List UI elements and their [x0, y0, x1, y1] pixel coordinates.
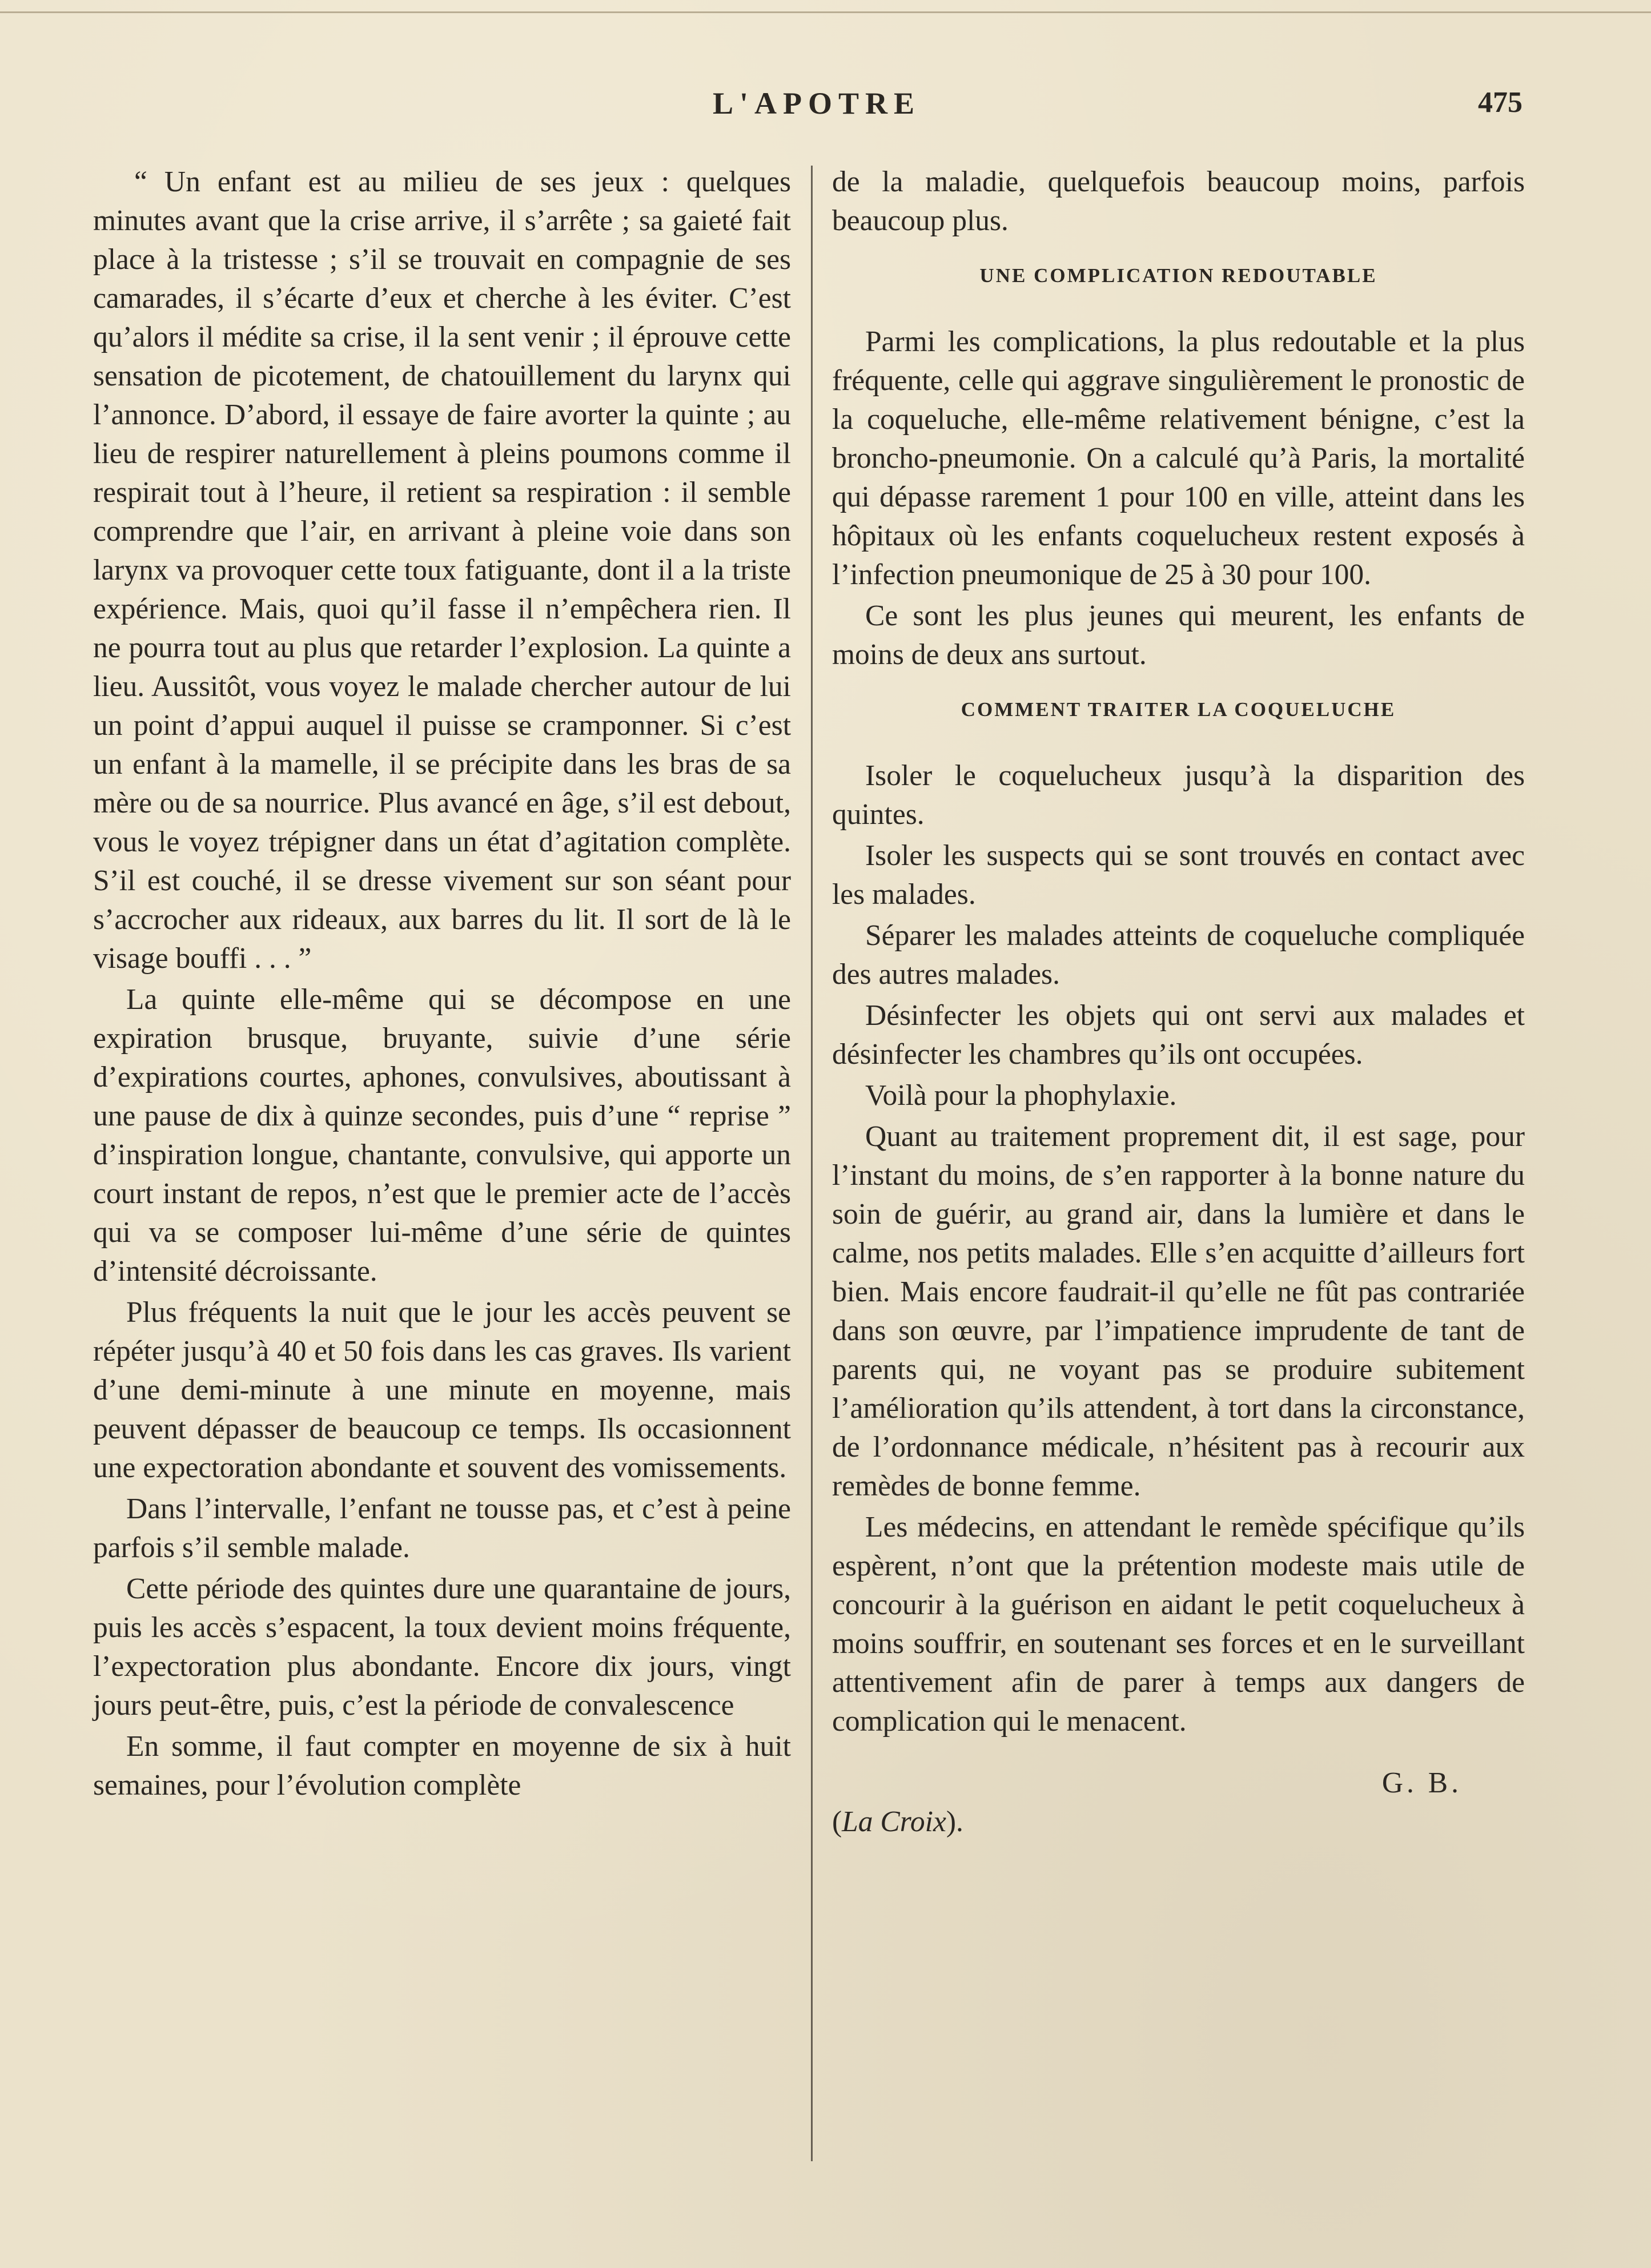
paragraph: Ce sont les plus jeunes qui meurent, les enfants de moins de deux ans surtout. — [832, 600, 1525, 671]
paragraph: Plus fréquents la nuit que le jour les accès peuvent se répéter jusqu’à 40 et 50 fois dans les cas graves. Ils varient d’une demi-minute à une minute en moyenne, mais peuvent dépasser de beaucoup ce temps. Ils occasionnent une expectoration abondante et souvent des vomissements. — [93, 1296, 791, 1484]
author-signature: G. B. — [1381, 1767, 1462, 1799]
paragraph-continued: de la maladie, quelquefois beaucoup moins, parfois beaucoup plus. — [832, 166, 1525, 237]
column-divider — [811, 166, 813, 2161]
section-heading-treatment: COMMENT TRAITER LA COQUELUCHE — [961, 698, 1396, 721]
page-number: 475 — [1478, 86, 1523, 119]
right-column — [832, 163, 1525, 1841]
paragraph: Les médecins, en attendant le remède spécifique qu’ils espèrent, n’ont que la prétention modeste mais utile de concourir à la guérison en aidant le petit coquelucheux à moins souffrir, en soutenant ses forces et en le surveillant attentivement afin de parer à temps aux dangers de complication qui le menacent. — [832, 1511, 1525, 1738]
paragraph: Parmi les complications, la plus redoutable et la plus fréquente, celle qui aggrave singulièrement le pronostic de la coqueluche, elle-même relativement bénigne, c’est la broncho-pneumonie. On a calculé qu’à Paris, la mortalité qui dépasse rarement 1 pour 100 en ville, atteint dans les hôpitaux où les enfants coquelucheux restent exposés à l’infection pneumonique de 25 à 30 pour 100. — [832, 325, 1525, 591]
paragraph: Cette période des quintes dure une quarantaine de jours, puis les accès s’espacent, la toux devient moins fréquente, l’expectoration plus abondante. Encore dix jours, vingt jours peut-être, puis, c’est la période de convalescence — [93, 1573, 791, 1722]
paragraph: Dans l’intervalle, l’enfant ne tousse pas, et c’est à peine parfois s’il semble malade. — [93, 1493, 791, 1564]
paragraph: Voilà pour la phophylaxie. — [865, 1079, 1177, 1112]
running-head-title: L'APOTRE — [712, 86, 921, 120]
paragraph-quote: “ Un enfant est au milieu de ses jeux : quelques minutes avant que la crise arrive, il s’arrête ; sa gaieté fait place à la tristesse ; s’il se trouvait en compagnie de ses camarades, il s’écarte d’eux et cherche à les éviter. C’est qu’alors il médite sa crise, il la sent venir ; il éprouve cette sensation de picotement, de chatouillement du larynx qui l’annonce. D’abord, il essaye de faire avorter la quinte ; au lieu de respirer naturellement à pleins poumons comme il respirait tout à l’heure, il retient sa respiration : il semble comprendre que l’air, en arrivant à pleine voie dans son larynx va provoquer cette toux fatiguante, dont il a la triste expérience. Mais, quoi qu’il fasse il n’empêchera rien. Il ne pourra tout au plus que retarder l’explosion. La quinte a lieu. Aussitôt, vous voyez le malade chercher autour de lui un point d’appui auquel il puisse se cramponner. Si c’est un enfant à la mamelle, il se précipite dans les bras de sa mère ou de sa nourrice. Plus avancé en âge, s’il est debout, vous le voyez trépigner dans un état d’agitation complète. S’il est couché, il se dresse vivement sur son séant pour s’accrocher aux rideaux, aux barres du lit. Il sort de là le visage bouffi . . . ” — [93, 166, 791, 975]
paragraph: Quant au traitement proprement dit, il est sage, pour l’instant du moins, de s’en rapporter à la bonne nature du soin de guérir, au grand air, dans la lumière et dans le calme, nos petits malades. Elle s’en acquitte d’ailleurs fort bien. Mais encore faudrait-il qu’elle ne fût pas contrariée dans son œuvre, par l’impatience imprudente de tant de parents qui, ne voyant pas se produire subitement l’amélioration qu’ils attendent, à tort dans la circonstance, de l’ordonnance médicale, n’hésitent pas à recourir aux remèdes de bonne femme. — [832, 1120, 1525, 1502]
paragraph: Séparer les malades atteints de coqueluche compliquée des autres malades. — [832, 919, 1525, 991]
source-open-paren: ( — [832, 1805, 842, 1838]
paragraph: Isoler le coquelucheux jusqu’à la disparition des quintes. — [832, 759, 1525, 831]
section-heading-complication: UNE COMPLICATION REDOUTABLE — [979, 264, 1377, 287]
source-name: La Croix — [842, 1805, 946, 1838]
paragraph: Isoler les suspects qui se sont trouvés en contact avec les malades. — [832, 839, 1525, 911]
paragraph: Désinfecter les objets qui ont servi aux malades et désinfecter les chambres qu’ils ont occupées. — [832, 999, 1525, 1071]
source-citation — [832, 1803, 1525, 1841]
paragraph: En somme, il faut compter en moyenne de six à huit semaines, pour l’évolution complète — [93, 1730, 791, 1801]
left-column — [93, 163, 791, 1805]
source-close-paren: ). — [946, 1805, 963, 1838]
top-edge-rule — [0, 11, 1651, 13]
paragraph: La quinte elle-même qui se décompose en une expiration brusque, bruyante, suivie d’une série d’expirations courtes, aphones, convulsives, aboutissant à une pause de dix à quinze secondes, puis d’une “ reprise ” d’inspiration longue, chantante, convulsive, qui apporte un court instant de repos, n’est que le premier acte de l’accès qui va se composer lui-même d’une série de quintes d’intensité décroissante. — [93, 983, 791, 1288]
